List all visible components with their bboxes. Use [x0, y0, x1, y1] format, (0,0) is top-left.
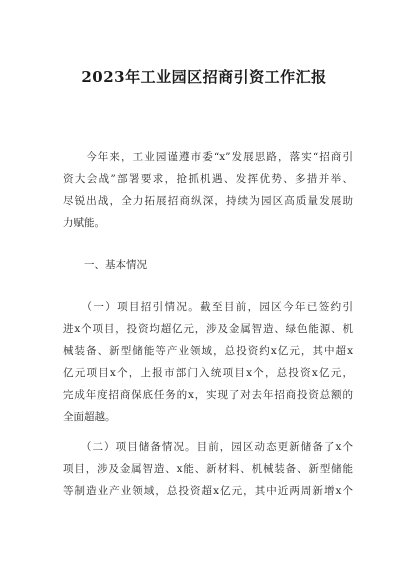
text-line: 进x个项目，投资均超亿元，涉及金属智造、绿色能源、机	[63, 323, 353, 335]
text-line: （一）项目招引情况。截至目前，园区今年已签约引	[63, 301, 353, 313]
section-heading	[63, 254, 353, 276]
document-title: 2023年工业园区招商引资工作汇报	[81, 68, 327, 86]
text-line: 全面超越。	[63, 411, 116, 423]
text-line: 今年来，工业园谨遵市委“x”发展思路，落实“招商引	[63, 151, 353, 163]
text-line: 械装备、新型储能等产业领域，总投资约x亿元，其中超x	[63, 345, 353, 357]
text-line: 力赋能。	[63, 217, 105, 229]
project-attraction-paragraph	[63, 296, 353, 428]
text-line: 尽锐出战，全力拓展招商纵深，持续为园区高质量发展助	[63, 195, 353, 207]
text-line: 项目，涉及金属智造、x能、新材料、机械装备、新型储能	[63, 463, 353, 475]
text-line: 完成年度招商保底任务的x，实现了对去年招商投资总额的	[63, 389, 353, 401]
intro-paragraph	[63, 146, 353, 234]
text-line: 等制造业产业领域，总投资超x亿元，其中近两周新增x个	[63, 485, 353, 497]
text-line: 一、基本情况	[63, 259, 147, 271]
text-line: 亿元项目x个，上报市部门入统项目x个，总投资x亿元，	[63, 367, 353, 379]
project-reserve-paragraph	[63, 436, 353, 502]
text-line: 资大会战”部署要求，抢抓机遇、发挥优势、多措并举、	[63, 173, 353, 185]
text-line: （二）项目储备情况。目前，园区动态更新储备了x个	[63, 441, 353, 453]
